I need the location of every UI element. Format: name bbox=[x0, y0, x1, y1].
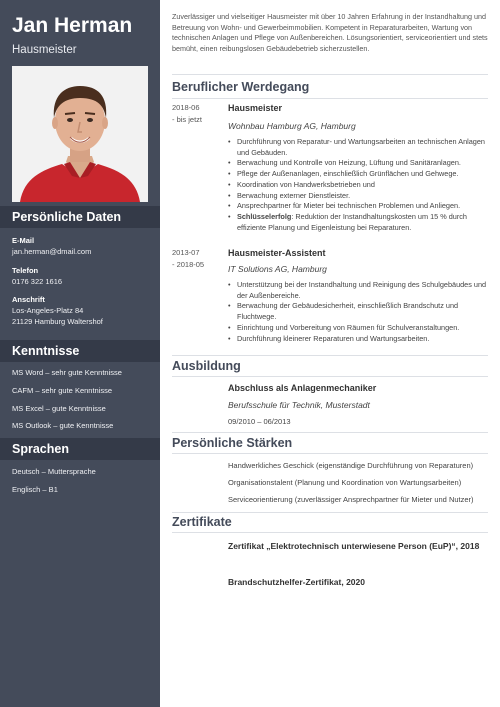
skill-item: MS Word – sehr gute Kenntnisse bbox=[12, 368, 122, 377]
job-bullet: • Koordination von Handwerksbetrieben und bbox=[228, 180, 493, 191]
job-date-to: - 2018-05 bbox=[172, 260, 205, 269]
job-position: Hausmeister bbox=[228, 103, 283, 113]
main-content bbox=[160, 0, 500, 707]
section-divider bbox=[172, 74, 488, 75]
certificate-item: Brandschutzhelfer-Zertifikat, 2020 bbox=[228, 577, 365, 587]
skill-item: MS Excel – gute Kenntnisse bbox=[12, 404, 106, 413]
job-date bbox=[172, 247, 217, 271]
certificate-item: Zertifikat „Elektrotechnisch unterwiesene Person (EuP)“, 2018 bbox=[228, 541, 480, 551]
profile-summary: Zuverlässiger und vielseitiger Hausmeister mit über 10 Jahren Erfahrung in der Instandhaltung und Betreuung von Wohn- und Gewerbeimmobilien. Kompetent in Reparaturarbeiten, Wartung von technischen Anlagen und Pflege von Außenbereichen. Lösungsorientiert, serviceorientiert und stets bemüht, einen reibungslosen Gebäudebetrieb sicherzustellen. bbox=[172, 12, 488, 53]
section-divider bbox=[172, 532, 488, 533]
profile-photo bbox=[12, 66, 148, 202]
languages-heading: Sprachen bbox=[0, 438, 160, 460]
job-bullet-list bbox=[228, 280, 493, 344]
job-bullet-highlight bbox=[228, 212, 493, 233]
section-divider bbox=[172, 98, 488, 99]
address-block bbox=[12, 294, 152, 327]
skill-item: MS Outlook – gute Kenntnisse bbox=[12, 421, 114, 430]
candidate-job-title: Hausmeister bbox=[12, 44, 77, 56]
job-position: Hausmeister-Assistent bbox=[228, 248, 326, 258]
section-divider bbox=[172, 432, 488, 433]
job-bullet: • Durchführung kleinerer Reparaturen und Wartungsarbeiten. bbox=[228, 334, 493, 345]
job-company: IT Solutions AG, Hamburg bbox=[228, 264, 327, 274]
language-item: Deutsch – Muttersprache bbox=[12, 467, 96, 476]
highlight-text: : Reduktion der Instandhaltungskosten um 15 % durch effiziente Planung und Eigenleistung bei Reparaturen. bbox=[237, 211, 467, 232]
job-bullet: • Berwachung der Gebäudesicherheit, einschließlich Brandschutz und Fluchtwege. bbox=[228, 301, 493, 322]
job-bullet: • Berwachung externer Dienstleister. bbox=[228, 191, 493, 202]
job-date-from: 2018-06 bbox=[172, 103, 200, 112]
education-degree: Abschluss als Anlagenmechaniker bbox=[228, 383, 377, 393]
section-divider bbox=[172, 512, 488, 513]
email-label: E-Mail bbox=[12, 236, 35, 245]
email-value[interactable]: jan.herman@dmail.com bbox=[12, 247, 92, 256]
certificates-heading: Zertifikate bbox=[172, 515, 232, 529]
section-divider bbox=[172, 453, 488, 454]
personal-data-heading: Persönliche Daten bbox=[0, 206, 160, 228]
education-dates: 09/2010 – 06/2013 bbox=[228, 417, 291, 426]
strength-item: Handwerkliches Geschick (eigenständige Durchführung von Reparaturen) bbox=[228, 461, 474, 470]
strength-item: Organisationstalent (Planung und Koordination von Wartungsarbeiten) bbox=[228, 478, 462, 487]
candidate-name: Jan Herman bbox=[12, 14, 133, 37]
job-date bbox=[172, 102, 217, 126]
language-item: Englisch – B1 bbox=[12, 485, 58, 494]
job-bullet: • Durchführung von Reparatur- und Wartungsarbeiten an technischen Anlagen und Gebäuden. bbox=[228, 137, 493, 158]
strengths-heading: Persönliche Stärken bbox=[172, 436, 293, 450]
strength-item: Serviceorientierung (zuverlässiger Ansprechpartner für Mieter und Nutzer) bbox=[228, 495, 474, 504]
sidebar bbox=[0, 0, 160, 707]
phone-block bbox=[12, 265, 152, 287]
job-bullet: • Unterstützung bei der Instandhaltung und Reinigung des Schulgebäudes und der Außenbereiche. bbox=[228, 280, 493, 301]
highlight-label: Schlüsselerfolg bbox=[237, 211, 292, 221]
skill-item: CAFM – sehr gute Kenntnisse bbox=[12, 386, 113, 395]
job-bullet-list bbox=[228, 137, 493, 233]
address-line-2: 21129 Hamburg Waltershof bbox=[12, 317, 103, 326]
job-bullet: • Berwachung und Kontrolle von Heizung, Lüftung und Sanitäranlagen. bbox=[228, 158, 493, 169]
portrait-image bbox=[12, 66, 148, 202]
phone-value[interactable]: 0176 322 1616 bbox=[12, 277, 63, 286]
section-divider bbox=[172, 376, 488, 377]
education-school: Berufsschule für Technik, Musterstadt bbox=[228, 400, 370, 410]
job-date-to: - bis jetzt bbox=[172, 115, 203, 124]
job-company: Wohnbau Hamburg AG, Hamburg bbox=[228, 121, 356, 131]
section-divider bbox=[172, 355, 488, 356]
experience-heading: Beruflicher Werdegang bbox=[172, 80, 310, 94]
job-bullet: • Pflege der Außenanlagen, einschließlich Grünflächen und Gehwege. bbox=[228, 169, 493, 180]
education-heading: Ausbildung bbox=[172, 359, 241, 373]
phone-label: Telefon bbox=[12, 266, 39, 275]
job-date-from: 2013-07 bbox=[172, 248, 200, 257]
email-block bbox=[12, 235, 152, 257]
address-line-1: Los-Angeles-Platz 84 bbox=[12, 306, 84, 315]
address-label: Anschrift bbox=[12, 295, 45, 304]
skills-heading: Kenntnisse bbox=[0, 340, 160, 362]
job-bullet: • Einrichtung und Vorbereitung von Räumen für Schulveranstaltungen. bbox=[228, 323, 493, 334]
job-bullet: • Ansprechpartner für Mieter bei technischen Problemen und Anliegen. bbox=[228, 201, 493, 212]
